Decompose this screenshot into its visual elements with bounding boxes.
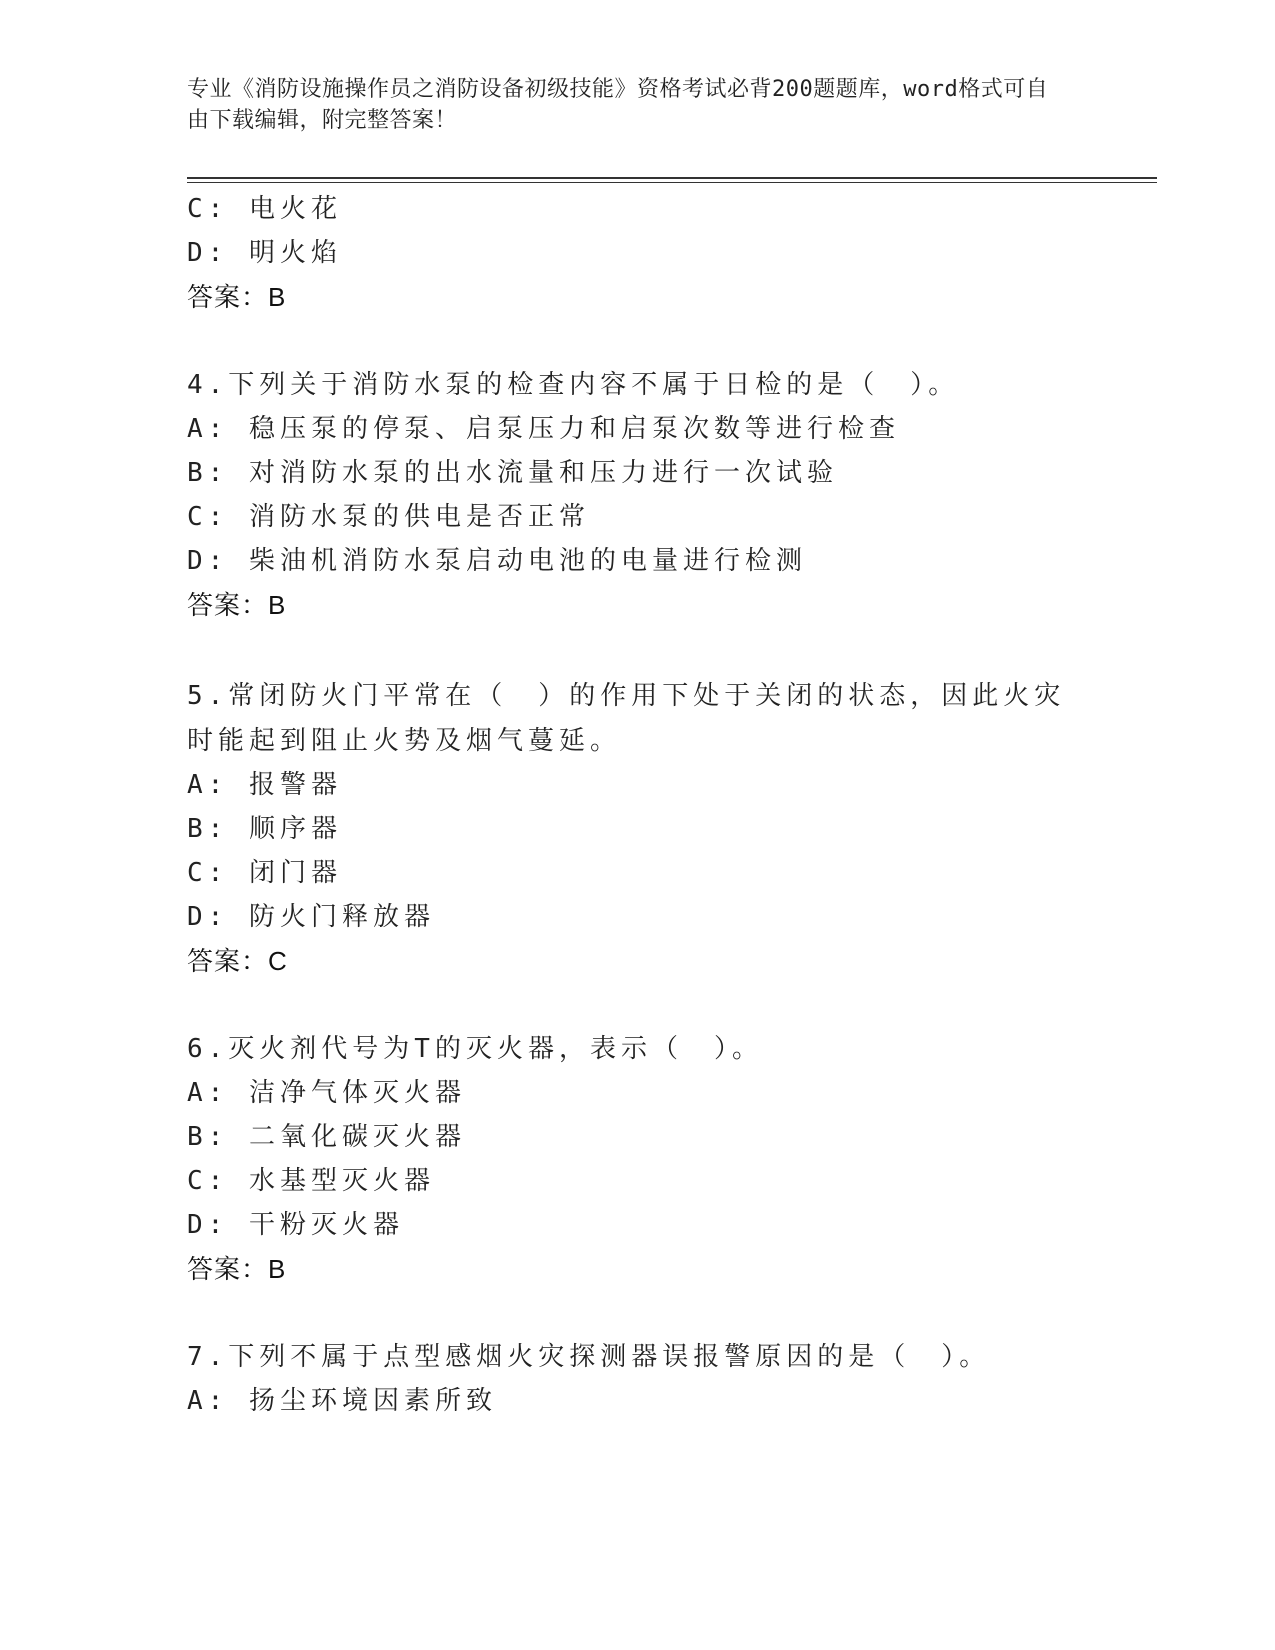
option-d: D: 柴油机消防水泵启动电池的电量进行检测 — [187, 546, 807, 576]
option-a: A: 洁净气体灭火器 — [187, 1078, 466, 1108]
header-rule-thin — [187, 182, 1157, 183]
option-d: D: 防火门释放器 — [187, 902, 435, 932]
option-a: A: 稳压泵的停泵、启泵压力和启泵次数等进行检查 — [187, 414, 900, 444]
answer-line: 答案：B — [187, 590, 287, 620]
option-b: B: 顺序器 — [187, 814, 342, 844]
question-stem: 5.常闭防火门平常在（ ）的作用下处于关闭的状态，因此火灾时能起到阻止火势及烟气蔓延。 — [187, 681, 1066, 756]
answer-line: 答案：C — [187, 946, 288, 976]
option-d: D: 干粉灭火器 — [187, 1210, 404, 1240]
option-b: B: 二氧化碳灭火器 — [187, 1122, 466, 1152]
option-a: A: 报警器 — [187, 770, 342, 800]
question-stem: 6.灭火剂代号为T的灭火器，表示（ ）。 — [187, 1034, 763, 1064]
option-c: C: 消防水泵的供电是否正常 — [187, 502, 590, 532]
answer-line: 答案：B — [187, 1254, 287, 1284]
option-d: D: 明火焰 — [187, 238, 342, 268]
answer-line: 答案：B — [187, 282, 287, 312]
option-c: C: 闭门器 — [187, 858, 342, 888]
question-stem: 7.下列不属于点型感烟火灾探测器误报警原因的是（ ）。 — [187, 1342, 991, 1372]
page-header: 专业《消防设施操作员之消防设备初级技能》资格考试必背200题题库，word格式可自由下载编辑，附完整答案！ — [187, 77, 1049, 133]
option-c: C: 电火花 — [187, 194, 342, 224]
option-c: C: 水基型灭火器 — [187, 1166, 435, 1196]
question-stem: 4.下列关于消防水泵的检查内容不属于日检的是（ ）。 — [187, 370, 960, 400]
option-a: A: 扬尘环境因素所致 — [187, 1386, 497, 1416]
option-b: B: 对消防水泵的出水流量和压力进行一次试验 — [187, 458, 838, 488]
header-rule-thick — [187, 177, 1157, 179]
